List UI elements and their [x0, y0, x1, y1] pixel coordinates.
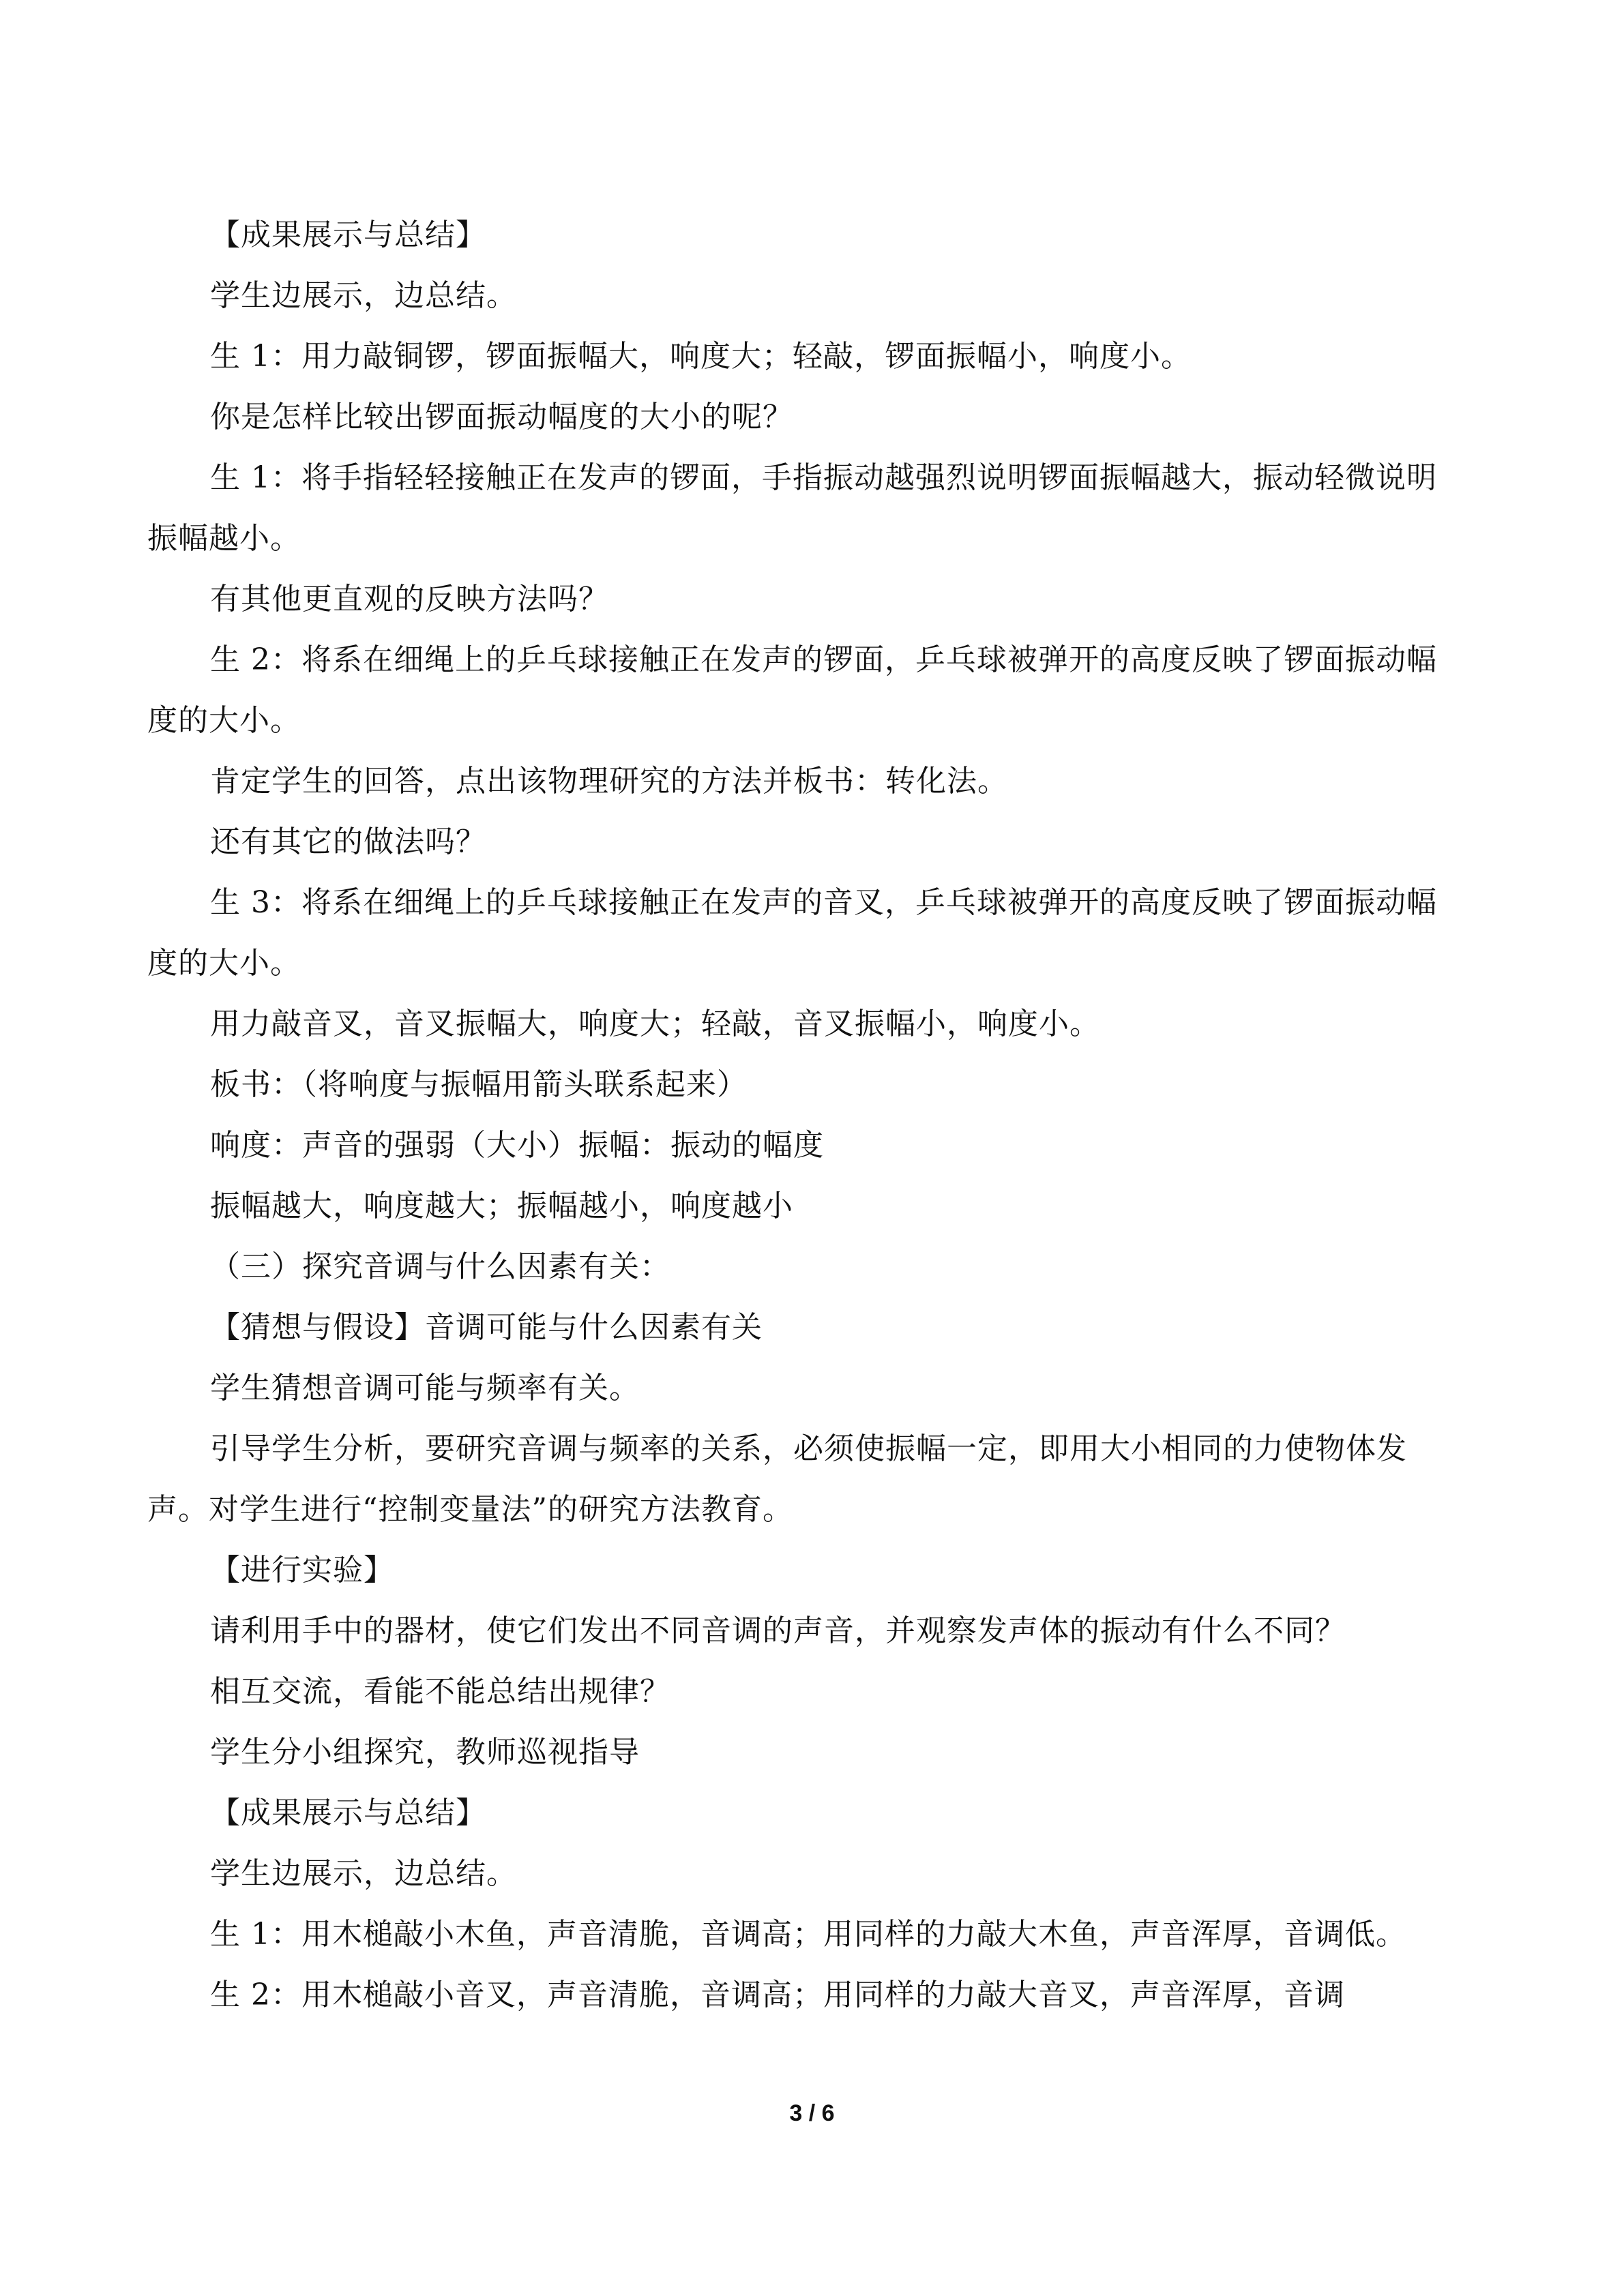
paragraph: 生 3：将系在细绳上的乒乓球接触正在发声的音叉，乒乓球被弹开的高度反映了锣面振动幅度的大小。: [147, 885, 1437, 981]
paragraph: 生 2：将系在细绳上的乒乓球接触正在发声的锣面，乒乓球被弹开的高度反映了锣面振动幅度的大小。: [147, 642, 1437, 738]
section-heading-pitch: （三）探究音调与什么因素有关：: [210, 1249, 670, 1284]
paragraph: 板书：（将响度与振幅用箭头联系起来）: [210, 1067, 748, 1102]
paragraph: 有其他更直观的反映方法吗？: [210, 582, 609, 616]
paragraph: 你是怎样比较出锣面振动幅度的大小的呢？: [210, 400, 793, 434]
section-heading-results: 【成果展示与总结】: [210, 1795, 486, 1830]
paragraph: 生 2：用木槌敲小音叉，声音清脆，音调高；用同样的力敲大音叉，声音浑厚，音调: [210, 1978, 1345, 2012]
section-heading-experiment: 【进行实验】: [210, 1553, 394, 1587]
paragraph: 生 1：将手指轻轻接触正在发声的锣面，手指振动越强烈说明锣面振幅越大，振动轻微说明振幅越小。: [147, 460, 1437, 556]
paragraph: 振幅越大，响度越大；振幅越小，响度越小: [210, 1189, 793, 1223]
paragraph: 引导学生分析，要研究音调与频率的关系，必须使振幅一定，即用大小相同的力使物体发声。对学生进行“控制变量法”的研究方法教育。: [147, 1431, 1407, 1527]
document-body: [147, 205, 1460, 2025]
paragraph: 请利用手中的器材，使它们发出不同音调的声音，并观察发声体的振动有什么不同？: [210, 1613, 1346, 1648]
section-heading-hypothesis: 【猜想与假设】音调可能与什么因素有关: [210, 1310, 763, 1345]
paragraph: 相互交流，看能不能总结出规律？: [210, 1674, 670, 1709]
paragraph: 还有其它的做法吗？: [210, 824, 486, 859]
paragraph: 肯定学生的回答，点出该物理研究的方法并板书：转化法。: [210, 764, 1008, 799]
paragraph: 生 1：用力敲铜锣，锣面振幅大，响度大；轻敲，锣面振幅小，响度小。: [210, 339, 1192, 374]
paragraph: 学生边展示，边总结。: [210, 278, 517, 313]
paragraph: 学生分小组探究，教师巡视指导: [210, 1735, 640, 1770]
paragraph: 用力敲音叉，音叉振幅大，响度大；轻敲，音叉振幅小，响度小。: [210, 1007, 1100, 1041]
paragraph: 学生猜想音调可能与频率有关。: [210, 1371, 640, 1405]
page-number: 3 / 6: [789, 2100, 835, 2126]
paragraph: 学生边展示，边总结。: [210, 1856, 517, 1891]
paragraph: 响度：声音的强弱（大小）振幅：振动的幅度: [210, 1128, 824, 1163]
paragraph: 生 1：用木槌敲小木鱼，声音清脆，音调高；用同样的力敲大木鱼，声音浑厚，音调低。: [210, 1917, 1406, 1952]
section-heading-results: 【成果展示与总结】: [210, 218, 486, 252]
